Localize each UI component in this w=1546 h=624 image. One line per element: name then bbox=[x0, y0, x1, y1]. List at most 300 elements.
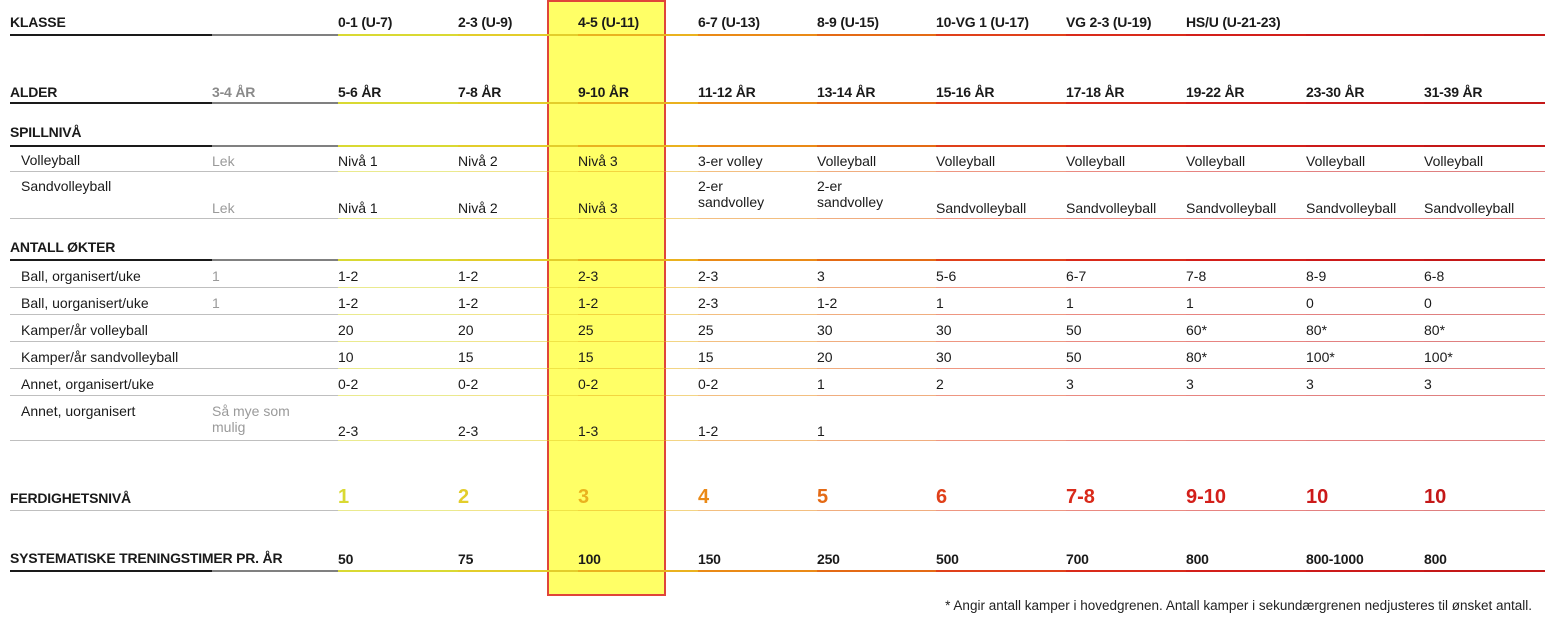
okter-cell: 5-6 bbox=[936, 268, 957, 284]
timer-value: 250 bbox=[817, 551, 840, 567]
row-divider bbox=[338, 510, 458, 511]
divider bbox=[338, 34, 458, 36]
spillniva-cell: Nivå 2 bbox=[458, 153, 498, 169]
okter-row-label: Kamper/år sandvolleyball bbox=[21, 349, 179, 365]
okter-cell: 1-2 bbox=[698, 423, 719, 439]
timer-value: 800 bbox=[1186, 551, 1209, 567]
row-divider bbox=[1186, 440, 1306, 441]
divider bbox=[10, 259, 212, 261]
row-divider bbox=[1424, 395, 1545, 396]
alder-value: 13-14 ÅR bbox=[817, 84, 876, 100]
spillniva-cell: Sandvolleyball bbox=[1066, 200, 1157, 216]
spillniva-cell: 3-er volley bbox=[698, 153, 763, 169]
row-divider bbox=[10, 218, 212, 219]
okter-cell: 30 bbox=[817, 322, 833, 338]
okter-cell: 100* bbox=[1424, 349, 1453, 365]
divider bbox=[578, 34, 698, 36]
okter-cell: 1 bbox=[1186, 295, 1194, 311]
row-divider bbox=[1424, 510, 1545, 511]
divider bbox=[698, 34, 817, 36]
divider bbox=[338, 145, 458, 147]
row-divider bbox=[458, 287, 578, 288]
row-divider bbox=[10, 314, 212, 315]
okter-cell: 2-3 bbox=[698, 295, 719, 311]
okter-row-label: Kamper/år volleyball bbox=[21, 322, 148, 338]
spillniva-cell: 2-er sandvolley bbox=[698, 178, 765, 210]
row-divider bbox=[1424, 171, 1545, 172]
okter-cell: 1 bbox=[817, 423, 825, 439]
row-divider bbox=[817, 368, 936, 369]
row-divider bbox=[458, 368, 578, 369]
row-divider bbox=[10, 341, 212, 342]
row-divider bbox=[1306, 440, 1424, 441]
divider bbox=[1066, 102, 1186, 104]
ferdighet-value: 7-8 bbox=[1066, 486, 1095, 508]
alder-value: 7-8 ÅR bbox=[458, 84, 502, 100]
okter-cell: 25 bbox=[698, 322, 714, 338]
row-divider bbox=[817, 287, 936, 288]
okter-cell: 1 bbox=[1066, 295, 1074, 311]
okter-cell: 3 bbox=[1186, 376, 1194, 392]
divider bbox=[1424, 259, 1545, 261]
row-divider bbox=[1306, 171, 1424, 172]
row-divider bbox=[936, 395, 1066, 396]
okter-cell: 10 bbox=[338, 349, 354, 365]
spillniva-cell: Nivå 3 bbox=[578, 153, 618, 169]
ferdighet-value: 3 bbox=[578, 486, 590, 508]
okter-row-label: Ball, organisert/uke bbox=[21, 268, 141, 284]
divider bbox=[1424, 570, 1545, 572]
okter-cell: 1-2 bbox=[338, 268, 359, 284]
row-divider bbox=[212, 368, 338, 369]
row-divider bbox=[458, 218, 578, 219]
row-divider bbox=[1306, 341, 1424, 342]
row-divider bbox=[1066, 510, 1186, 511]
spillniva-cell: Lek bbox=[212, 153, 235, 169]
okter-cell: 2 bbox=[936, 376, 944, 392]
row-divider bbox=[212, 341, 338, 342]
ferdighet-label: FERDIGHETSNIVÅ bbox=[10, 490, 131, 506]
row-divider bbox=[936, 440, 1066, 441]
divider bbox=[698, 102, 817, 104]
divider bbox=[212, 259, 338, 261]
row-divider bbox=[698, 395, 817, 396]
spillniva-cell: Volleyball bbox=[1186, 153, 1246, 169]
row-divider bbox=[817, 440, 936, 441]
row-divider bbox=[1066, 440, 1186, 441]
okter-cell: Så mye som mulig bbox=[212, 403, 290, 435]
row-divider bbox=[817, 171, 936, 172]
divider bbox=[212, 102, 338, 104]
row-divider bbox=[698, 314, 817, 315]
divider bbox=[1306, 102, 1424, 104]
divider bbox=[817, 259, 936, 261]
spillniva-cell: Volleyball bbox=[936, 153, 996, 169]
spillniva-cell: Volleyball bbox=[1306, 153, 1366, 169]
okter-cell: 50 bbox=[1066, 349, 1082, 365]
spillniva-row-label: Volleyball bbox=[21, 152, 81, 168]
alder-value: 9-10 ÅR bbox=[578, 84, 629, 100]
divider bbox=[1186, 34, 1306, 36]
divider bbox=[1066, 34, 1186, 36]
alder-value: 11-12 ÅR bbox=[698, 84, 756, 100]
ferdighet-value: 2 bbox=[458, 486, 470, 508]
spillniva-cell: Nivå 1 bbox=[338, 153, 378, 169]
klasse-value: 6-7 (U-13) bbox=[698, 14, 760, 30]
okter-row-label: Annet, uorganisert bbox=[21, 403, 136, 419]
spillniva-cell: Volleyball bbox=[1424, 153, 1484, 169]
spillniva-cell: Nivå 2 bbox=[458, 200, 498, 216]
row-divider bbox=[1186, 395, 1306, 396]
row-divider bbox=[338, 171, 458, 172]
row-divider bbox=[1186, 341, 1306, 342]
row-divider bbox=[817, 218, 936, 219]
divider bbox=[698, 259, 817, 261]
ferdighet-value: 6 bbox=[936, 486, 948, 508]
okter-cell: 15 bbox=[578, 349, 594, 365]
spillniva-cell: Sandvolleyball bbox=[1186, 200, 1277, 216]
row-divider bbox=[10, 368, 212, 369]
divider bbox=[578, 145, 698, 147]
okter-cell: 1 bbox=[817, 376, 825, 392]
row-divider bbox=[1066, 287, 1186, 288]
okter-cell: 100* bbox=[1306, 349, 1335, 365]
row-divider bbox=[212, 395, 338, 396]
row-divider bbox=[458, 440, 578, 441]
row-divider bbox=[338, 395, 458, 396]
divider bbox=[936, 259, 1066, 261]
row-divider bbox=[458, 314, 578, 315]
row-divider bbox=[936, 218, 1066, 219]
row-divider bbox=[1424, 368, 1545, 369]
divider bbox=[458, 102, 578, 104]
divider bbox=[817, 570, 936, 572]
divider bbox=[338, 259, 458, 261]
divider bbox=[10, 570, 212, 572]
timer-value: 800 bbox=[1424, 551, 1447, 567]
divider bbox=[936, 102, 1066, 104]
row-divider bbox=[698, 368, 817, 369]
timer-value: 700 bbox=[1066, 551, 1089, 567]
okter-cell: 0-2 bbox=[698, 376, 719, 392]
divider bbox=[1306, 570, 1424, 572]
row-divider bbox=[578, 287, 698, 288]
divider bbox=[458, 570, 578, 572]
okter-cell: 1 bbox=[212, 268, 220, 284]
alder-value: 23-30 ÅR bbox=[1306, 84, 1365, 100]
klasse-value: 2-3 (U-9) bbox=[458, 14, 513, 30]
divider bbox=[936, 570, 1066, 572]
ferdighet-value: 10 bbox=[1306, 486, 1329, 508]
divider bbox=[1186, 570, 1306, 572]
klasse-value: 10-VG 1 (U-17) bbox=[936, 14, 1029, 30]
okter-cell: 1-2 bbox=[458, 268, 479, 284]
row-divider bbox=[578, 171, 698, 172]
spillniva-cell: Volleyball bbox=[817, 153, 877, 169]
row-divider bbox=[936, 314, 1066, 315]
divider bbox=[578, 102, 698, 104]
divider bbox=[1186, 259, 1306, 261]
row-divider bbox=[578, 341, 698, 342]
ferdighet-value: 9-10 bbox=[1186, 486, 1227, 508]
divider bbox=[10, 145, 212, 147]
okter-cell: 2-3 bbox=[338, 423, 359, 439]
divider bbox=[817, 102, 936, 104]
row-divider bbox=[458, 341, 578, 342]
row-divider bbox=[1424, 341, 1545, 342]
row-divider bbox=[1306, 395, 1424, 396]
klasse-value: 0-1 (U-7) bbox=[338, 14, 393, 30]
timer-value: 800-1000 bbox=[1306, 551, 1364, 567]
row-divider bbox=[936, 368, 1066, 369]
row-divider bbox=[578, 440, 698, 441]
row-divider bbox=[10, 395, 212, 396]
spillniva-label: SPILLNIVÅ bbox=[10, 124, 82, 140]
divider bbox=[936, 145, 1066, 147]
row-divider bbox=[1186, 368, 1306, 369]
row-divider bbox=[936, 510, 1066, 511]
divider bbox=[212, 570, 338, 572]
row-divider bbox=[1424, 440, 1545, 441]
divider bbox=[212, 145, 338, 147]
okter-cell: 15 bbox=[698, 349, 714, 365]
row-divider bbox=[1066, 314, 1186, 315]
divider bbox=[578, 570, 698, 572]
row-divider bbox=[338, 368, 458, 369]
row-divider bbox=[212, 440, 338, 441]
divider bbox=[936, 34, 1066, 36]
okter-cell: 30 bbox=[936, 349, 952, 365]
okter-cell: 1 bbox=[212, 295, 220, 311]
klasse-value: 8-9 (U-15) bbox=[817, 14, 879, 30]
divider bbox=[1306, 34, 1424, 36]
row-divider bbox=[578, 218, 698, 219]
row-divider bbox=[212, 314, 338, 315]
okter-cell: 0 bbox=[1424, 295, 1432, 311]
row-divider bbox=[1186, 287, 1306, 288]
divider bbox=[578, 259, 698, 261]
okter-cell: 8-9 bbox=[1306, 268, 1327, 284]
okter-cell: 0-2 bbox=[458, 376, 479, 392]
okter-cell: 0 bbox=[1306, 295, 1314, 311]
row-divider bbox=[936, 341, 1066, 342]
row-divider bbox=[1066, 368, 1186, 369]
row-divider bbox=[458, 395, 578, 396]
spillniva-cell: Lek bbox=[212, 200, 235, 216]
divider bbox=[1306, 259, 1424, 261]
okter-cell: 3 bbox=[1066, 376, 1074, 392]
okter-cell: 1-3 bbox=[578, 423, 599, 439]
divider bbox=[1424, 102, 1545, 104]
row-divider bbox=[338, 314, 458, 315]
spillniva-row-label: Sandvolleyball bbox=[21, 178, 112, 194]
row-divider bbox=[338, 287, 458, 288]
okter-cell: 20 bbox=[817, 349, 833, 365]
spillniva-cell: 2-er sandvolley bbox=[817, 178, 884, 210]
row-divider bbox=[212, 171, 338, 172]
timer-value: 75 bbox=[458, 551, 474, 567]
row-divider bbox=[1306, 218, 1424, 219]
row-divider bbox=[817, 395, 936, 396]
alder-label: ALDER bbox=[10, 84, 58, 100]
okter-cell: 6-7 bbox=[1066, 268, 1087, 284]
timer-label: SYSTEMATISKE TRENINGSTIMER PR. ÅR bbox=[10, 550, 283, 566]
ferdighet-value: 4 bbox=[698, 486, 710, 508]
divider bbox=[1066, 570, 1186, 572]
row-divider bbox=[698, 440, 817, 441]
row-divider bbox=[936, 171, 1066, 172]
timer-value: 100 bbox=[578, 551, 601, 567]
row-divider bbox=[1186, 171, 1306, 172]
row-divider bbox=[212, 510, 338, 511]
okter-cell: 60* bbox=[1186, 322, 1208, 338]
row-divider bbox=[1066, 171, 1186, 172]
row-divider bbox=[1306, 287, 1424, 288]
klasse-value: VG 2-3 (U-19) bbox=[1066, 14, 1152, 30]
spillniva-cell: Sandvolleyball bbox=[1424, 200, 1515, 216]
okter-row-label: Ball, uorganisert/uke bbox=[21, 295, 149, 311]
divider bbox=[1066, 259, 1186, 261]
row-divider bbox=[698, 510, 817, 511]
divider bbox=[338, 102, 458, 104]
row-divider bbox=[817, 314, 936, 315]
spillniva-cell: Volleyball bbox=[1066, 153, 1126, 169]
okter-cell: 2-3 bbox=[578, 268, 599, 284]
divider bbox=[1066, 145, 1186, 147]
row-divider bbox=[936, 287, 1066, 288]
divider bbox=[1424, 34, 1545, 36]
row-divider bbox=[338, 440, 458, 441]
row-divider bbox=[817, 510, 936, 511]
okter-cell: 2-3 bbox=[458, 423, 479, 439]
spillniva-cell: Sandvolleyball bbox=[936, 200, 1027, 216]
row-divider bbox=[1186, 314, 1306, 315]
okter-cell: 7-8 bbox=[1186, 268, 1207, 284]
row-divider bbox=[698, 287, 817, 288]
okter-cell: 1-2 bbox=[338, 295, 359, 311]
divider bbox=[817, 34, 936, 36]
okter-cell: 80* bbox=[1424, 322, 1446, 338]
okter-cell: 2-3 bbox=[698, 268, 719, 284]
okter-cell: 50 bbox=[1066, 322, 1082, 338]
row-divider bbox=[458, 510, 578, 511]
row-divider bbox=[1066, 218, 1186, 219]
row-divider bbox=[1066, 341, 1186, 342]
okter-cell: 0-2 bbox=[578, 376, 599, 392]
divider bbox=[1306, 145, 1424, 147]
okter-cell: 1 bbox=[936, 295, 944, 311]
klasse-value: HS/U (U-21-23) bbox=[1186, 14, 1281, 30]
okter-cell: 3 bbox=[1306, 376, 1314, 392]
ferdighet-value: 5 bbox=[817, 486, 829, 508]
okter-cell: 0-2 bbox=[338, 376, 359, 392]
alder-value: 31-39 ÅR bbox=[1424, 84, 1483, 100]
divider bbox=[1186, 145, 1306, 147]
timer-value: 500 bbox=[936, 551, 959, 567]
divider bbox=[338, 570, 458, 572]
row-divider bbox=[578, 395, 698, 396]
okter-row-label: Annet, organisert/uke bbox=[21, 376, 155, 392]
row-divider bbox=[698, 341, 817, 342]
row-divider bbox=[10, 510, 212, 511]
alder-value: 3-4 ÅR bbox=[212, 84, 256, 100]
okter-cell: 3 bbox=[1424, 376, 1432, 392]
ferdighet-value: 10 bbox=[1424, 486, 1447, 508]
divider bbox=[817, 145, 936, 147]
okter-cell: 80* bbox=[1306, 322, 1328, 338]
ferdighet-value: 1 bbox=[338, 486, 350, 508]
row-divider bbox=[1306, 314, 1424, 315]
row-divider bbox=[458, 171, 578, 172]
row-divider bbox=[578, 510, 698, 511]
okter-cell: 20 bbox=[338, 322, 354, 338]
row-divider bbox=[1186, 510, 1306, 511]
divider bbox=[698, 570, 817, 572]
row-divider bbox=[1306, 510, 1424, 511]
okter-cell: 1-2 bbox=[458, 295, 479, 311]
timer-value: 150 bbox=[698, 551, 721, 567]
divider bbox=[1186, 102, 1306, 104]
okter-cell: 6-8 bbox=[1424, 268, 1445, 284]
divider bbox=[212, 34, 338, 36]
timer-value: 50 bbox=[338, 551, 354, 567]
row-divider bbox=[1424, 314, 1545, 315]
okter-cell: 15 bbox=[458, 349, 474, 365]
okter-cell: 3 bbox=[817, 268, 825, 284]
divider bbox=[698, 145, 817, 147]
row-divider bbox=[1186, 218, 1306, 219]
divider bbox=[1424, 145, 1545, 147]
row-divider bbox=[10, 287, 212, 288]
row-divider bbox=[578, 368, 698, 369]
row-divider bbox=[1424, 218, 1545, 219]
okter-cell: 20 bbox=[458, 322, 474, 338]
spillniva-cell: Sandvolleyball bbox=[1306, 200, 1397, 216]
divider bbox=[458, 145, 578, 147]
divider bbox=[458, 259, 578, 261]
spillniva-cell: Nivå 3 bbox=[578, 200, 618, 216]
okter-cell: 1-2 bbox=[817, 295, 838, 311]
okter-cell: 25 bbox=[578, 322, 594, 338]
klasse-value: 4-5 (U-11) bbox=[578, 14, 640, 30]
row-divider bbox=[212, 287, 338, 288]
divider bbox=[458, 34, 578, 36]
row-divider bbox=[817, 341, 936, 342]
row-divider bbox=[1424, 287, 1545, 288]
row-divider bbox=[338, 218, 458, 219]
divider bbox=[10, 102, 212, 104]
divider bbox=[10, 34, 212, 36]
alder-value: 17-18 ÅR bbox=[1066, 84, 1125, 100]
row-divider bbox=[698, 218, 817, 219]
row-divider bbox=[698, 171, 817, 172]
row-divider bbox=[338, 341, 458, 342]
okter-cell: 30 bbox=[936, 322, 952, 338]
row-divider bbox=[578, 314, 698, 315]
spillniva-cell: Nivå 1 bbox=[338, 200, 378, 216]
klasse-label: KLASSE bbox=[10, 14, 66, 30]
alder-value: 19-22 ÅR bbox=[1186, 84, 1245, 100]
row-divider bbox=[212, 218, 338, 219]
okter-cell: 1-2 bbox=[578, 295, 599, 311]
alder-value: 5-6 ÅR bbox=[338, 84, 382, 100]
row-divider bbox=[1306, 368, 1424, 369]
okter-cell: 80* bbox=[1186, 349, 1208, 365]
footnote: * Angir antall kamper i hovedgrenen. Antall kamper i sekundærgrenen nedjusteres til ønsket antall. bbox=[945, 598, 1532, 613]
okter-label: ANTALL ØKTER bbox=[10, 239, 116, 255]
row-divider bbox=[10, 171, 212, 172]
alder-value: 15-16 ÅR bbox=[936, 84, 995, 100]
